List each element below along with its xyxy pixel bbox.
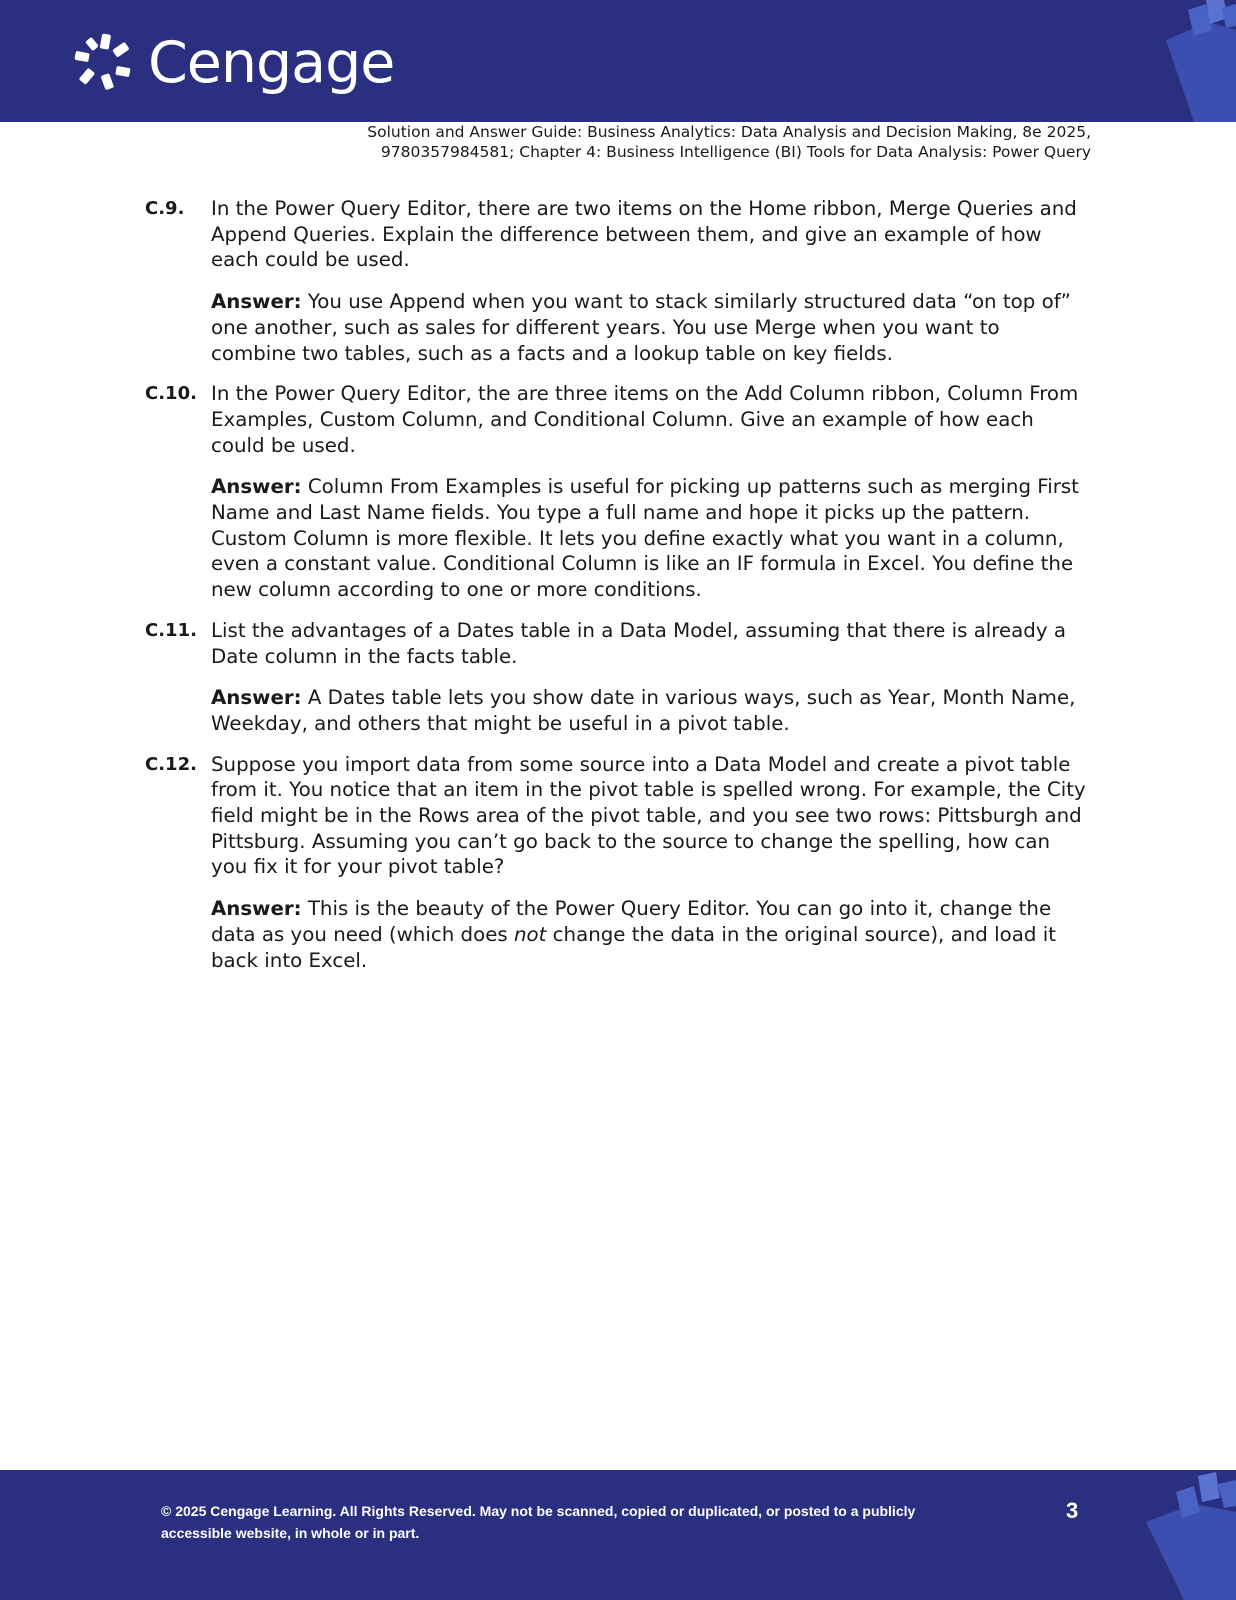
question-item-c9 [145, 196, 1090, 366]
question-text: List the advantages of a Dates table in a Data Model, assuming that there is already a Date column in the facts table. [211, 618, 1066, 668]
question-item-c11 [145, 618, 1090, 737]
answer-text: A Dates table lets you show date in various ways, such as Year, Month Name, Weekday, and others that might be useful in a pivot table. [211, 686, 1076, 735]
footer-band [0, 1470, 1236, 1600]
footer-corner-decoration-icon [1136, 1470, 1236, 1600]
answer-text: Column From Examples is useful for picking up patterns such as merging First Name and Last Name fields. You type a full name and hope it picks up the pattern. Custom Column is more flexible. It lets you define exactly what you want in a column, even a constant value. Conditional Column is like an IF formula in Excel. You define the new column according to one or more conditions. [211, 475, 1079, 602]
question-label: C.9. [145, 198, 185, 219]
answer-label: Answer: [211, 290, 302, 314]
header-band [0, 0, 1236, 122]
answer-emphasis: not [513, 922, 547, 946]
document-body [145, 196, 1090, 988]
cengage-burst-icon [74, 32, 136, 94]
answer-text-part-2: change the data in the original source), and load it back into Excel. [211, 922, 1056, 972]
corner-decoration-icon [1136, 0, 1236, 122]
page-number: 3 [1066, 1498, 1079, 1523]
question-label: C.11. [145, 619, 197, 641]
answer-text-part-1: This is the beauty of the Power Query Editor. You can go into it, change the data as you need (which does [211, 897, 1052, 946]
question-text: Suppose you import data from some source into a Data Model and create a pivot table from it. You notice that an item in the pivot table is spelled wrong. For example, the City field might be in the Rows area of the pivot table, and you see two rows: Pittsburgh and Pittsburg. Assuming you can’t go back to the source to change the spelling, how can you fix it for your pivot table? [211, 752, 1086, 879]
brand-name: Cengage [148, 30, 395, 96]
running-head-line-1: Solution and Answer Guide: Business Analytics: Data Analysis and Decision Making, 8e 2025, [367, 123, 1091, 141]
question-text: In the Power Query Editor, the are three items on the Add Column ribbon, Column From Examples, Custom Column, and Conditional Column. Give an example of how each could be used. [211, 382, 1079, 457]
answer-paragraph [211, 474, 1090, 603]
answer-label: Answer: [211, 686, 302, 710]
question-text: In the Power Query Editor, there are two items on the Home ribbon, Merge Queries and Append Queries. Explain the difference between them, and give an example of how each could be used. [211, 197, 1077, 272]
answer-label: Answer: [211, 475, 302, 499]
question-item-c10 [145, 381, 1090, 603]
copyright-line-2: accessible website, in whole or in part. [161, 1525, 420, 1541]
answer-paragraph [211, 289, 1090, 366]
question-label: C.10. [145, 383, 197, 405]
copyright-notice [161, 1500, 961, 1544]
copyright-line-1: © 2025 Cengage Learning. All Rights Reserved. May not be scanned, copied or duplicated, or posted to a publicly [161, 1503, 916, 1519]
question-label: C.12. [145, 753, 197, 775]
answer-text: You use Append when you want to stack similarly structured data “on top of” one another, such as sales for different years. You use Merge when you want to combine two tables, such as a facts and a lookup table on key fields. [211, 290, 1071, 365]
answer-paragraph [211, 896, 1090, 973]
running-head-line-2: 9780357984581; Chapter 4: Business Intelligence (BI) Tools for Data Analysis: Power Query [380, 143, 1091, 161]
cengage-logo [74, 32, 394, 94]
question-item-c12 [145, 752, 1090, 974]
answer-label: Answer: [211, 897, 302, 921]
answer-paragraph [211, 685, 1090, 736]
running-head [191, 122, 1091, 162]
